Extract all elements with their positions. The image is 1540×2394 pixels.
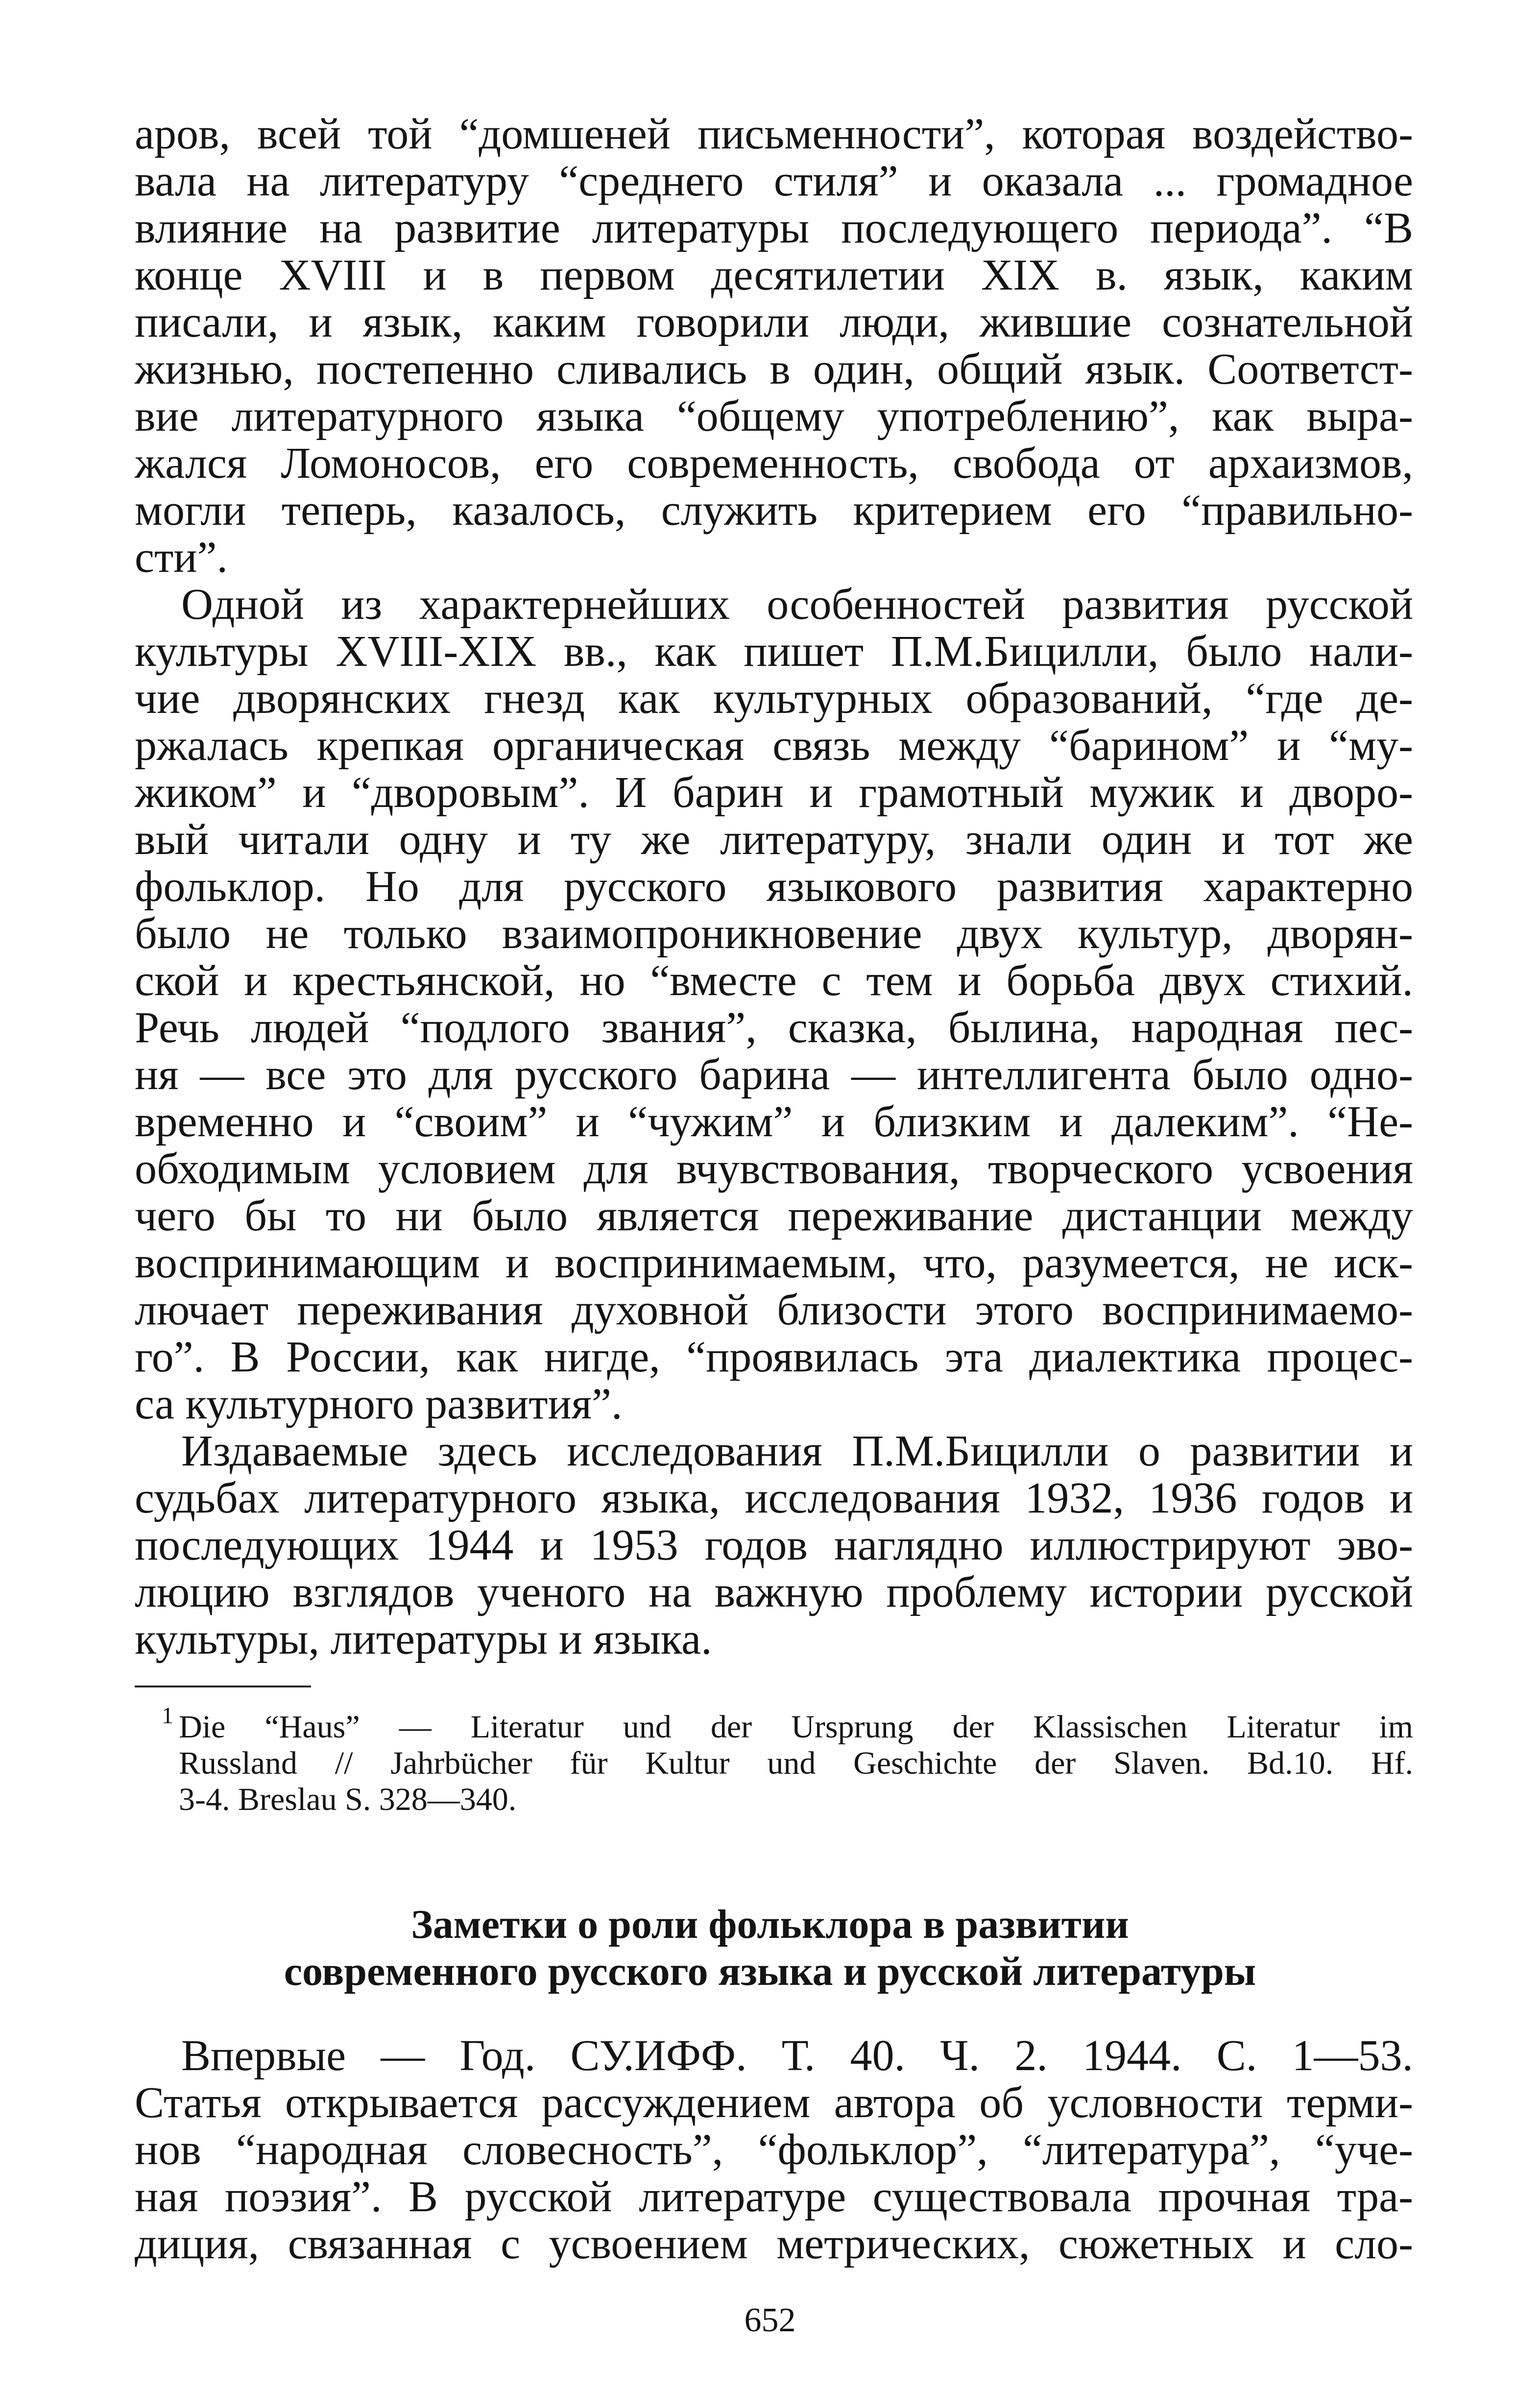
text-line: лючает переживания духовной близости этого воспринимаемо- [135,1286,1413,1334]
text-line: вый читали одну и ту же литературу, знали один и тот же [135,815,1413,864]
text-line: вие литературного языка “общему употреблению”, как выра- [135,392,1413,440]
footnote-marker: 1 [162,1703,173,1729]
text-line: было не только взаимопроникновение двух культур, дворян- [135,909,1413,958]
text-line: воспринимающим и воспринимаемым, что, разумеется, не иск- [135,1239,1413,1287]
text-line: Статья открывается рассуждением автора об условности терми- [135,2078,1413,2127]
text-line: Речь людей “подлого звания”, сказка, былина, народная пес- [135,1003,1413,1052]
section-heading: современного русского языка и русской литературы [284,1949,1256,1994]
text-line: жизнью, постепенно сливались в один, общий язык. Соответст- [135,345,1413,393]
text-line: Впервые — Год. СУ.ИФФ. Т. 40. Ч. 2. 1944. С. 1—53. [181,2031,1413,2080]
text-line: ная поэзия”. В русской литературе существовала прочная тра- [135,2173,1413,2221]
text-line: конце XVIII и в первом десятилетии XIX в. язык, каким [135,251,1413,299]
text-line: последующих 1944 и 1953 годов наглядно иллюстрируют эво- [135,1521,1413,1569]
text-line: могли теперь, казалось, служить критерием его “правильно- [135,486,1413,535]
text-line: влияние на развитие литературы последующего периода”. “В [135,204,1413,252]
text-line: чего бы то ни было является переживание дистанции между [135,1192,1413,1240]
footnote-line: Russland // Jahrbücher für Kultur und Geschichte der Slaven. Bd.10. Hf. [179,1745,1413,1781]
text-line: жался Ломоносов, его современность, свобода от архаизмов, [135,439,1413,488]
text-line: писали, и язык, каким говорили люди, жившие сознательной [135,298,1413,346]
text-line: диция, связанная с усвоением метрических, сюжетных и сло- [135,2220,1413,2268]
section-heading: Заметки о роли фольклора в развитии [411,1902,1129,1947]
text-line: вала на литературу “среднего стиля” и оказала ... громадное [135,157,1413,205]
text-line: Одной из характернейших особенностей развития русской [181,580,1413,629]
text-line: сти”. [135,533,228,582]
text-line: чие дворянских гнезд как культурных образований, “где де- [135,674,1413,723]
text-line: обходимым условием для вчувствования, творческого усвоения [135,1145,1413,1193]
text-line: культуры, литературы и языка. [135,1615,712,1663]
text-line: са культурного развития”. [135,1380,623,1428]
text-line: го”. В России, как нигде, “проявилась эта диалектика процес- [135,1333,1413,1381]
text-line: временно и “своим” и “чужим” и близким и далеким”. “Не- [135,1098,1413,1146]
footnote-divider [135,1686,311,1687]
text-line: аров, всей той “домшеней письменности”, которая воздейство- [135,110,1413,158]
text-line: люцию взглядов ученого на важную проблему истории русской [135,1568,1413,1616]
text-line: нов “народная словесность”, “фольклор”, “литература”, “уче- [135,2125,1413,2174]
text-line: ской и крестьянской, но “вместе с тем и борьба двух стихий. [135,956,1413,1005]
text-line: судьбах литературного языка, исследования 1932, 1936 годов и [135,1474,1413,1522]
text-line: Издаваемые здесь исследования П.М.Бицилли о развитии и [181,1427,1413,1475]
text-line: ня — все это для русского барина — интеллигента было одно- [135,1050,1413,1099]
text-line: культуры XVIII-XIX вв., как пишет П.М.Бицилли, было нали- [135,627,1413,676]
text-line: фольклор. Но для русского языкового развития характерно [135,862,1413,911]
footnote-line: Die “Haus” — Literatur und der Ursprung der Klassischen Literatur im [179,1709,1413,1745]
footnote-line: 3-4. Breslau S. 328—340. [179,1782,517,1817]
text-line: ржалась крепкая органическая связь между “барином” и “му- [135,721,1413,770]
page-number: 652 [744,2301,796,2339]
text-line: жиком” и “дворовым”. И барин и грамотный мужик и дворо- [135,768,1413,817]
